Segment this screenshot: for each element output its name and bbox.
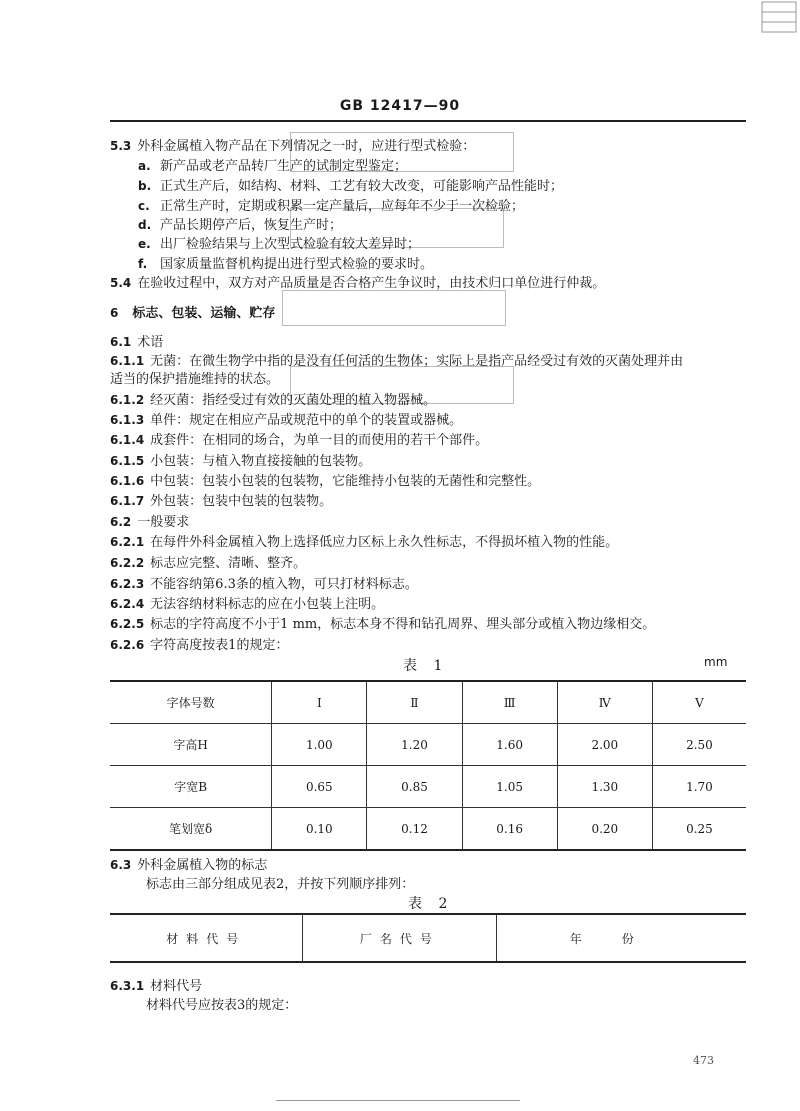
clause-6-1-4: 6.1.4 成套件：在相同的场合，为单一目的而使用的若干个部件。 xyxy=(110,433,489,448)
table-header-cell: Ⅰ xyxy=(272,681,367,724)
table-header-row xyxy=(110,681,746,724)
clause-6-2: 6.2 一般要求 xyxy=(110,515,190,530)
table-header-cell: Ⅴ xyxy=(652,681,746,724)
table2 xyxy=(110,913,746,963)
clause-6-1-6: 6.1.6 中包装：包装小包装的包装物，它能维持小包装的无菌性和完整性。 xyxy=(110,474,541,489)
table1 xyxy=(110,680,746,851)
table-cell: 2.00 xyxy=(557,724,652,766)
clause-6-1-3: 6.1.3 单件：规定在相应产品或规范中的单个的装置或器械。 xyxy=(110,413,463,428)
table1-unit: mm xyxy=(704,655,728,669)
clause-6-3-1: 6.3.1 材料代号 xyxy=(110,979,203,994)
clause-6-3-1-body: 材料代号应按表3的规定： xyxy=(146,998,298,1013)
table2-caption: 表 2 xyxy=(408,896,454,912)
table-cell: 0.16 xyxy=(462,808,557,851)
table-row xyxy=(110,766,746,808)
table-header-cell: Ⅲ xyxy=(462,681,557,724)
table-cell: 1.70 xyxy=(652,766,746,808)
clause-6-1: 6.1 术语 xyxy=(110,335,164,350)
table-cell: 1.60 xyxy=(462,724,557,766)
table-header-cell: 厂名代号 xyxy=(303,914,497,962)
list-item: f. 国家质量监督机构提出进行型式检验的要求时。 xyxy=(138,257,434,272)
list-item: d. 产品长期停产后，恢复生产时； xyxy=(138,218,343,233)
list-item: a. 新产品或老产品转厂生产的试制定型鉴定； xyxy=(138,159,408,174)
clause-5-3: 5.3 外科金属植入物产品在下列情况之一时，应进行型式检验： xyxy=(110,139,476,154)
clause-6-2-4: 6.2.4 无法容纳材料标志的应在小包装上注明。 xyxy=(110,597,385,612)
clause-6-1-5: 6.1.5 小包装：与植入物直接接触的包装物。 xyxy=(110,454,372,469)
table-header-cell: 材料代号 xyxy=(110,914,303,962)
table-cell: 2.50 xyxy=(652,724,746,766)
corner-stamp-icon xyxy=(754,0,800,36)
list-item: e. 出厂检验结果与上次型式检验有较大差异时； xyxy=(138,237,421,252)
clause-6-2-3: 6.2.3 不能容纳第6.3条的植入物，可只打材料标志。 xyxy=(110,577,418,592)
standard-code: GB 12417—90 xyxy=(339,98,461,114)
table-row xyxy=(110,724,746,766)
table-cell: 笔划宽δ xyxy=(110,808,272,851)
table-cell: 1.30 xyxy=(557,766,652,808)
table-cell: 0.10 xyxy=(272,808,367,851)
table-cell: 字高H xyxy=(110,724,272,766)
table-cell: 1.05 xyxy=(462,766,557,808)
clause-6-2-1: 6.2.1 在每件外科金属植入物上选择低应力区标上永久性标志，不得损坏植入物的性能。 xyxy=(110,535,619,550)
table-header-cell: 年份 xyxy=(497,914,746,962)
section-6-heading: 6 标志、包装、运输、贮存 xyxy=(110,306,276,321)
clause-6-1-7: 6.1.7 外包装：包装中包装的包装物。 xyxy=(110,494,333,509)
footer-strip xyxy=(276,1100,520,1111)
table1-caption: 表 1 xyxy=(403,658,449,674)
table-cell: 字宽B xyxy=(110,766,272,808)
clause-6-2-5: 6.2.5 标志的字符高度不小于1 mm，标志本身不得和钻孔周界、埋头部分或植入物边缘相交。 xyxy=(110,617,656,632)
clause-6-1-2: 6.1.2 经灭菌：指经受过有效的灭菌处理的植入物器械。 xyxy=(110,393,437,408)
table-cell: 0.85 xyxy=(367,766,462,808)
page-number: 473 xyxy=(693,1054,714,1067)
table-header-cell: Ⅱ xyxy=(367,681,462,724)
clause-6-3-body: 标志由三部分组成见表2，并按下列顺序排列： xyxy=(146,877,415,892)
table-header-row xyxy=(110,914,746,962)
clause-6-1-1-cont: 适当的保护措施维持的状态。 xyxy=(110,372,280,387)
list-item: c. 正常生产时，定期或积累一定产量后，应每年不少于一次检验； xyxy=(138,199,525,214)
clause-6-2-6: 6.2.6 字符高度按表1的规定： xyxy=(110,638,289,653)
table-cell: 0.12 xyxy=(367,808,462,851)
header-rule xyxy=(110,120,746,122)
list-item: b. 正式生产后，如结构、材料、工艺有较大改变，可能影响产品性能时； xyxy=(138,179,564,194)
table-cell: 0.65 xyxy=(272,766,367,808)
table-cell: 0.25 xyxy=(652,808,746,851)
clause-6-2-2: 6.2.2 标志应完整、清晰、整齐。 xyxy=(110,556,307,571)
table-cell: 1.00 xyxy=(272,724,367,766)
scan-overlay-box xyxy=(282,290,506,326)
clause-6-3: 6.3 外科金属植入物的标志 xyxy=(110,858,268,873)
table-header-cell: 字体号数 xyxy=(110,681,272,724)
clause-5-4: 5.4 在验收过程中，双方对产品质量是否合格产生争议时，由技术归口单位进行仲裁。 xyxy=(110,276,606,291)
table-cell: 0.20 xyxy=(557,808,652,851)
table-row xyxy=(110,808,746,851)
table-cell: 1.20 xyxy=(367,724,462,766)
table-header-cell: Ⅳ xyxy=(557,681,652,724)
clause-6-1-1: 6.1.1 无菌：在微生物学中指的是没有任何活的生物体；实际上是指产品经受过有效的灭菌处理并由 xyxy=(110,354,684,369)
